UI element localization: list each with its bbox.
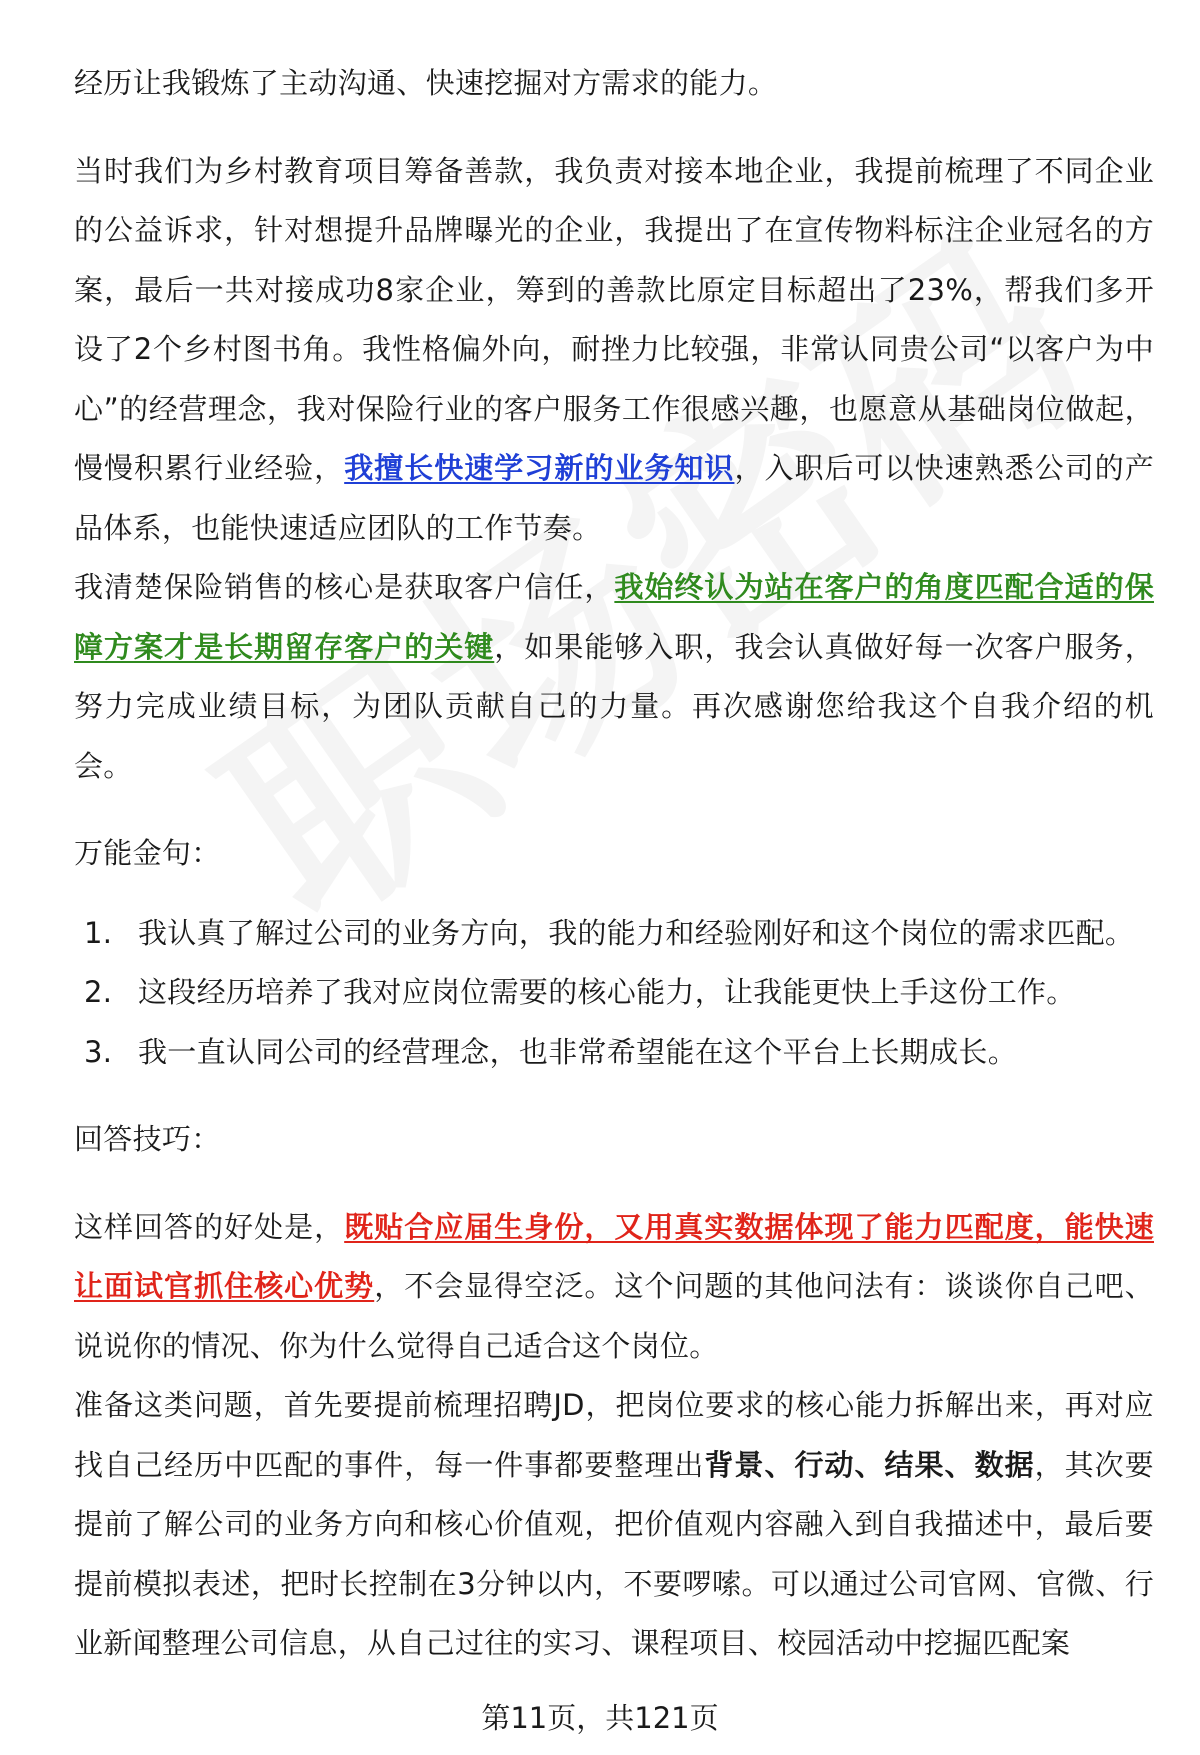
- list-item-number: 2.: [84, 975, 113, 1009]
- golden-list: [74, 904, 1154, 1083]
- trust-highlight: 我始终认为站在客户的角度匹配合适的保障方案才是长期留存客户的关键: [74, 570, 1154, 664]
- list-item: [74, 963, 1154, 1023]
- story-text-1: 当时我们为乡村教育项目筹备善款，我负责对接本地企业，我提前梳理了不同企业的公益诉求，针对想提升品牌曝光的企业，我提出了在宣传物料标注企业冠名的方案，最后一共对接成功8家企业，筹到的善款比原定目标超出了23%，帮我们多开设了2个乡村图书角。我性格偏外向，耐挫力比较强，非常认同贵公司“以客户为中心”的经营理念，我对保险行业的客户服务工作很感兴趣，也愿意从基础岗位做起，慢慢积累行业经验，: [74, 153, 1154, 485]
- document-body: [74, 54, 1154, 1674]
- list-item: [74, 1023, 1154, 1083]
- list-item-number: 3.: [84, 1034, 113, 1069]
- tips-text-1: 这样回答的好处是，: [74, 1209, 345, 1244]
- list-item-text: 我认真了解过公司的业务方向，我的能力和经验刚好和这个岗位的需求匹配。: [138, 915, 1135, 950]
- page-number-footer: 第11页，共121页: [481, 1701, 719, 1735]
- prep-bold: 背景、行动、结果、数据: [704, 1447, 1035, 1482]
- prep-text-1: 准备这类问题，首先要提前梳理招聘JD，把岗位要求的核心能力拆解出来，再对应找自己经历中匹配的事件，每一件事都要整理出: [74, 1388, 1154, 1482]
- trust-text-2: ，如果能够入职，我会认真做好每一次客户服务，努力完成业绩目标，为团队贡献自己的力量。再次感谢您给我这个自我介绍的机会。: [74, 629, 1154, 783]
- story-highlight: 我擅长快速学习新的业务知识: [344, 451, 735, 485]
- list-item-text: 我一直认同公司的经营理念，也非常希望能在这个平台上长期成长。: [138, 1034, 1018, 1069]
- golden-title: 万能金句：: [74, 836, 221, 870]
- tips-highlight: 既贴合应届生身份，又用真实数据体现了能力匹配度，能快速让面试官抓住核心优势: [74, 1209, 1154, 1303]
- prep-paragraph: [74, 1376, 1154, 1674]
- tips-paragraph: [74, 1198, 1154, 1377]
- story-text-2: ，入职后可以快速熟悉公司的产品体系，也能快速适应团队的工作节奏。: [74, 451, 1155, 545]
- story-paragraph: [74, 142, 1154, 559]
- list-item: [74, 904, 1154, 964]
- tips-text-2: ，不会显得空泛。这个问题的其他问法有：谈谈你自己吧、说说你的情况、你为什么觉得自己适合这个岗位。: [74, 1269, 1154, 1363]
- trust-paragraph: [74, 558, 1154, 796]
- trust-text-1: 我清楚保险销售的核心是获取客户信任，: [74, 570, 615, 604]
- list-item-text: 这段经历培养了我对应岗位需要的核心能力，让我能更快上手这份工作。: [138, 975, 1076, 1009]
- intro-tail-paragraph: 经历让我锻炼了主动沟通、快速挖掘对方需求的能力。: [74, 66, 778, 100]
- tips-title: 回答技巧：: [74, 1122, 221, 1156]
- prep-text-2: ，其次要提前了解公司的业务方向和核心价值观，把价值观内容融入到自我描述中，最后要提前模拟表述，把时长控制在3分钟以内，不要啰嗦。可以通过公司官网、官微、行业新闻整理公司信息，从自己过往的实习、课程项目、校园活动中挖掘匹配案: [74, 1447, 1154, 1660]
- list-item-number: 1.: [84, 915, 113, 950]
